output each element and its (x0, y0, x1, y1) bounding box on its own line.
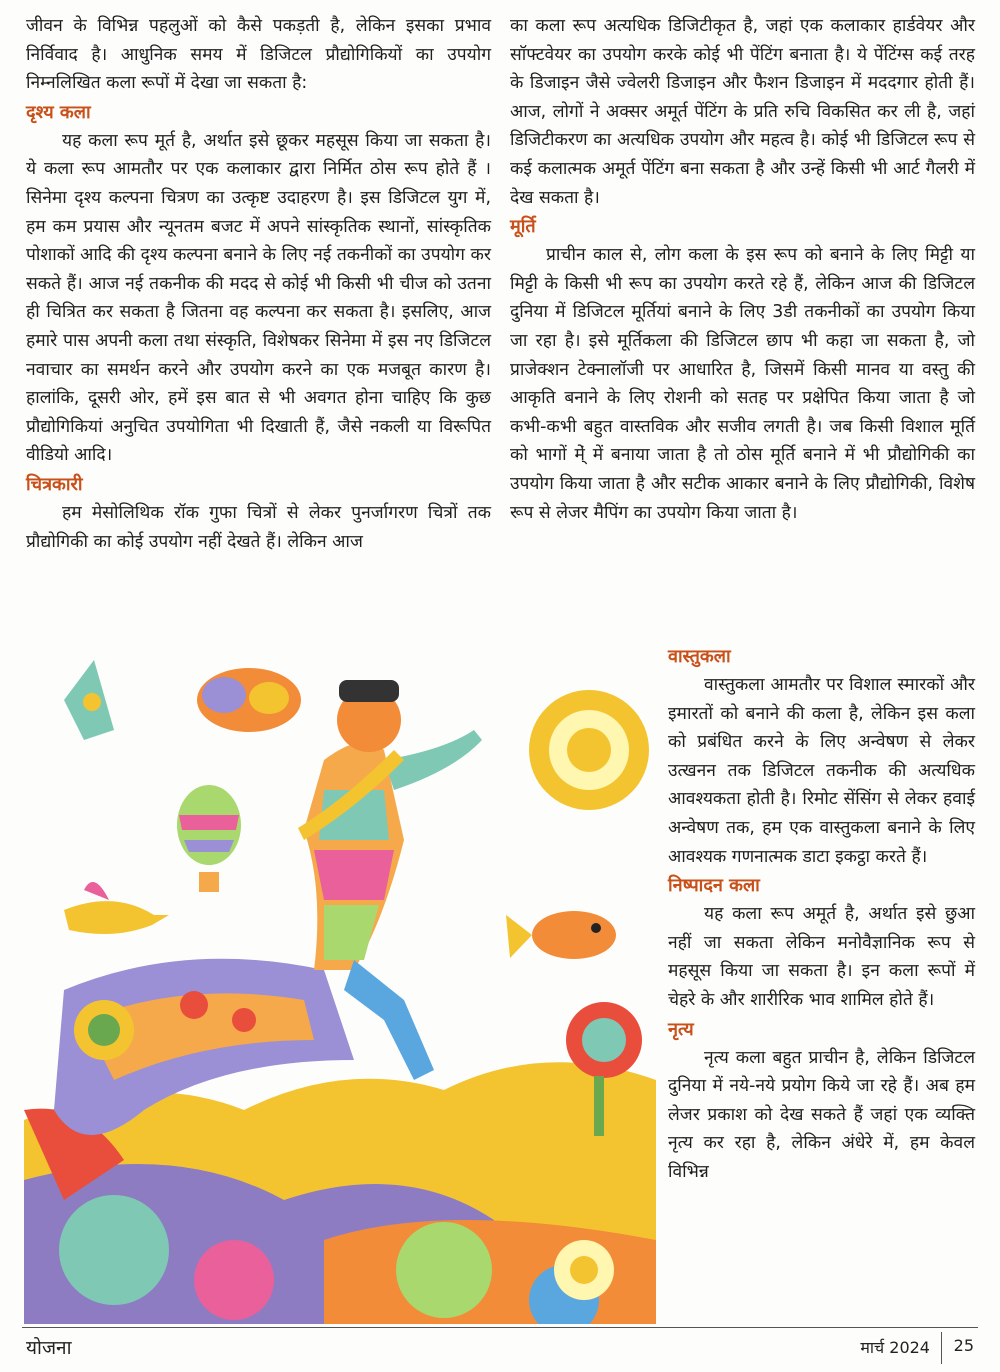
painting-paragraph: हम मेसोलिथिक रॉक गुफा चित्रों से लेकर पुनर्जागरण चित्रों तक प्रौद्योगिकी का कोई उपयोग नहीं देखते हैं। लेकिन आज (26, 502, 491, 552)
dance-heading: नृत्य (668, 1018, 694, 1040)
dance-paragraph: नृत्य कला बहुत प्राचीन है, लेकिन डिजिटल दुनिया में नये-नये प्रयोग किये जा रहे हैं। अब हम लेजर प्रकाश को देख सकते हैं जहां एक व्यक्ति नृत्य कर रहा है, लेकिन अंधेरे में, हम केवल विभिन्न (668, 1047, 975, 1182)
sculpture-paragraph: प्राचीन काल से, लोग कला के इस रूप को बनाने के लिए मिट्टी या मिट्टी के किसी भी रूप का उपयोग करते रहे हैं, लेकिन आज की डिजिटल दुनिया में डिजिटल मूर्तियां बनाने के लिए 3डी तकनीकों का उपयोग किया जा रहा है। इसे मूर्तिकला की डिजिटल छाप भी कहा जा सकता है, जो प्राजेक्शन टेक्नालॉजी पर आधारित है, जिसमें किसी मानव या वस्तु की आकृति बनाने के लिए रोशनी को सतह पर प्रक्षेपित किया जाता है जो कभी-कभी बहुत वास्तविक और सजीव लगती है। जब किसी विशाल मूर्ति को भागों मे्ं में बनाया जाता है तो ठोस मूर्ति बनाने में भी प्रौद्योगिकी का उपयोग किया जाता है और सटीक आकार बनाने के लिए प्रौद्योगिकी, विशेष रूप से लेजर मैपिंग का उपयोग किया जाता है। (510, 245, 975, 523)
footer-separator (941, 1332, 942, 1364)
architecture-paragraph: वास्तुकला आमतौर पर विशाल स्मारकों और इमारतों को बनाने की कला है, लेकिन इस कला को प्रबंधित करने के लिए अन्वेषण से लेकर उत्खनन तक डिजिटल तकनीक की अत्यधिक आवश्यकता होती है। रिमोट सेंसिंग से लेकर हवाई अन्वेषण तक, हम एक वास्तुकला बनाने के लिए आवश्यक गणनात्मक डाटा इकट्ठा करते हैं। (668, 675, 975, 867)
illustration (24, 640, 656, 1324)
painting-paragraph-continued: का कला रूप अत्यधिक डिजिटीकृत है, जहां एक कलाकार हार्डवेयर और सॉफ्टवेयर का उपयोग करके कोई भी पेंटिंग बनाता है। ये पेंटिंग्स कई तरह के डिजाइन जैसे ज्वेलरी डिजाइन और फैशन डिजाइन में मददगार होती हैं। आज, लोगों ने अक्सर अमूर्त पेंटिंग के प्रति रुचि विकसित कर ली है, जहां डिजिटीकरण का अत्यधिक उपयोग और महत्व है। कोई भी डिजिटल रूप से कई कलात्मक अमूर्त पेंटिंग बना सकता है और उन्हें किसी भी आर्ट गैलरी में देख सकता है। (510, 16, 975, 208)
performing-art-heading: निष्पादन कला (668, 875, 760, 897)
footer-rule (22, 1327, 978, 1328)
magazine-name: योजना (26, 1337, 72, 1359)
visual-art-heading: दृश्य कला (26, 101, 91, 123)
left-column (26, 12, 491, 556)
visual-art-paragraph: यह कला रूप मूर्त है, अर्थात इसे छूकर महसूस किया जा सकता है। ये कला रूप आमतौर पर एक कलाकार द्वारा निर्मित ठोस रूप होते हैं । सिनेमा दृश्य कल्पना चित्रण का उत्कृष्ट उदाहरण है। इस डिजिटल युग में, हम कम प्रयास और न्यूनतम बजट में अपने सांस्कृतिक स्थानों, सांस्कृतिक पोशाकों आदि की दृश्य कल्पना बनाने के लिए नई तकनीकों का उपयोग कर सकते हैं। आज नई तकनीक की मदद से कोई भी किसी भी चीज को उतना ही चित्रित कर सकता है जितना वह कल्पना कर सकता है। इसलिए, आज हमारे पास अपनी कला तथा संस्कृति, विशेषकर सिनेमा में इस नए डिजिटल नवाचार का समर्थन करने और उपयोग करने का एक मजबूत कारण है। हालांकि, दूसरी ओर, हमें इस बात से भी अवगत होना चाहिए कि कुछ प्रौद्योगिकियां अनुचित उपयोगिता भी दिखाती हैं, जैसे नकली या विरूपित वीडियो आदि। (26, 130, 491, 466)
performing-art-paragraph: यह कला रूप अमूर्त है, अर्थात इसे छुआ नहीं जा सकता लेकिन मनोवैज्ञानिक रूप से महसूस किया जा सकता है। इन कला रूपों में चेहरे के और शारीरिक भाव शामिल होते हैं। (668, 904, 975, 1010)
page-number: 25 (953, 1336, 974, 1355)
sculpture-heading: मूर्ति (510, 216, 536, 238)
colorful-runner-illustration (24, 640, 656, 1324)
architecture-heading: वास्तुकला (668, 646, 731, 667)
intro-paragraph: जीवन के विभिन्न पहलुओं को कैसे पकड़ती है, लेकिन इसका प्रभाव निर्विवाद है। आधुनिक समय में डिजिटल प्रौद्योगिकियों का उपयोग निम्नलिखित कला रूपों में देखा जा सकता है: (26, 16, 491, 94)
right-column (510, 12, 975, 527)
issue-date: मार्च 2024 (860, 1338, 930, 1357)
painting-heading: चित्रकारी (26, 473, 83, 495)
lower-right-column (668, 642, 975, 1187)
